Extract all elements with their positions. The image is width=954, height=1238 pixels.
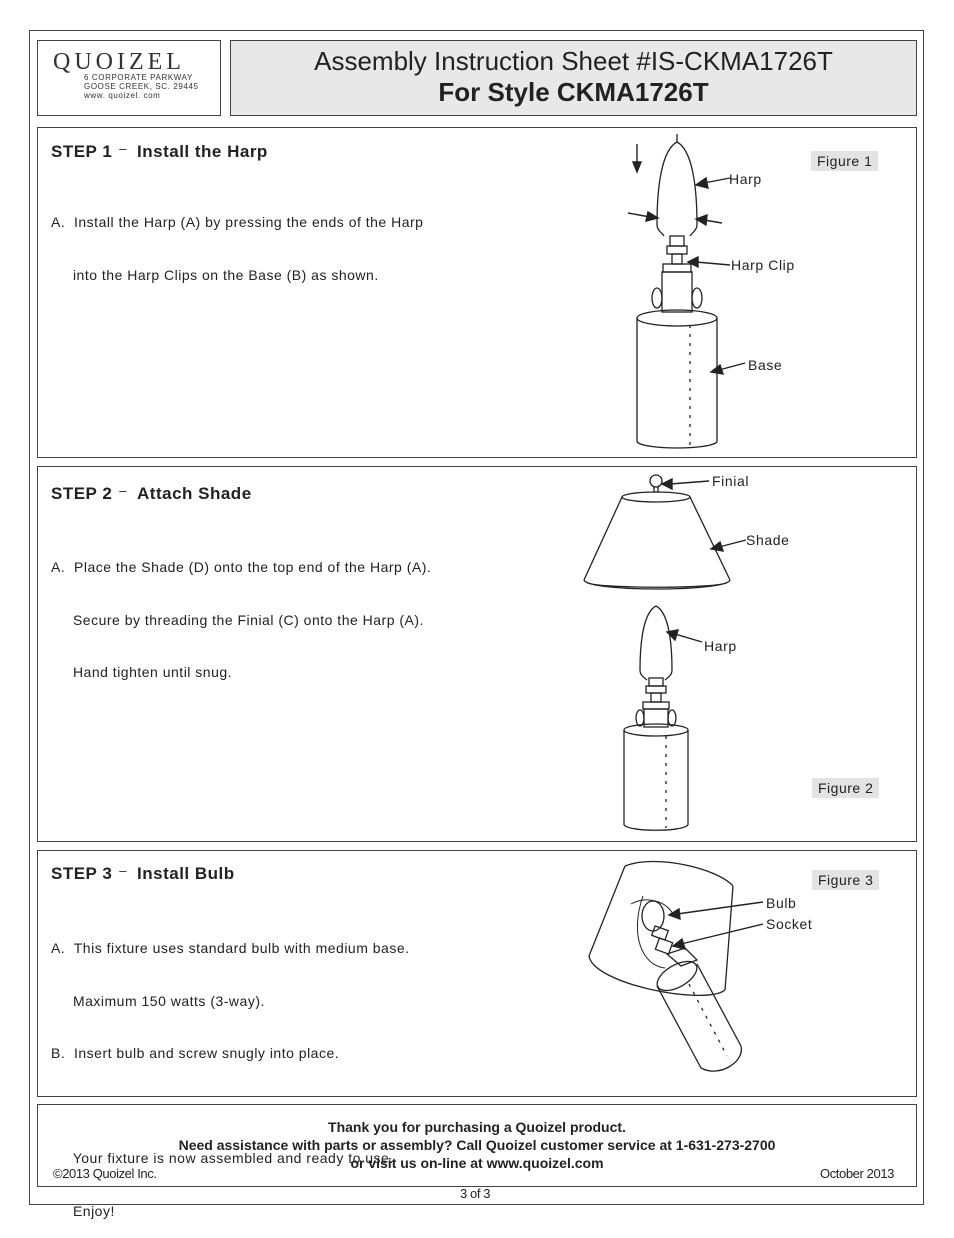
title-box bbox=[230, 40, 917, 116]
page-number: 3 of 3 bbox=[460, 1186, 491, 1201]
company-logo: QUOIZEL bbox=[53, 49, 185, 75]
instruction-line: Your fixture is now assembled and ready to use. bbox=[51, 1150, 394, 1166]
step2-title: Attach Shade bbox=[137, 484, 252, 503]
step1-instructions bbox=[51, 179, 423, 302]
copyright-symbol: © bbox=[53, 1166, 63, 1181]
figure3-illustration bbox=[585, 856, 815, 1096]
revision-date: October 2013 bbox=[820, 1166, 894, 1181]
document-subtitle: For Style CKMA1726T bbox=[438, 77, 709, 107]
document-title: Assembly Instruction Sheet #IS-CKMA1726T bbox=[314, 46, 833, 76]
figure1-illustration bbox=[600, 130, 820, 455]
step3-title: Install Bulb bbox=[137, 864, 235, 883]
figure1-tag: Figure 1 bbox=[811, 151, 878, 171]
step2-instructions bbox=[51, 524, 431, 699]
footer-website: or visit us on-line at www.quoizel.com bbox=[350, 1155, 604, 1171]
socket-callout: Socket bbox=[766, 916, 813, 932]
address-line: www. quoizel. com bbox=[84, 91, 161, 100]
instruction-line: Hand tighten until snug. bbox=[51, 664, 233, 680]
instruction-line: B. Insert bulb and screw snugly into place. bbox=[51, 1045, 340, 1061]
step2-label: STEP 2 bbox=[51, 484, 113, 503]
instruction-line: into the Harp Clips on the Base (B) as shown. bbox=[51, 266, 379, 283]
shade-callout: Shade bbox=[746, 532, 790, 548]
step1-title: Install the Harp bbox=[137, 142, 268, 161]
step3-heading bbox=[51, 864, 235, 884]
step2-heading bbox=[51, 484, 252, 504]
instruction-line: A. Install the Harp (A) by pressing the ends of the Harp bbox=[51, 214, 424, 230]
footer-message bbox=[37, 1118, 917, 1172]
step3-label: STEP 3 bbox=[51, 864, 113, 883]
step3-dash: – bbox=[119, 863, 128, 878]
figure2-illustration bbox=[578, 470, 778, 835]
instruction-line: A. Place the Shade (D) onto the top end of the Harp (A). bbox=[51, 559, 432, 575]
copyright bbox=[53, 1166, 157, 1181]
company-address bbox=[84, 73, 199, 100]
harp-callout-step2: Harp bbox=[704, 638, 737, 654]
step2-dash: – bbox=[119, 483, 128, 498]
step1-label: STEP 1 bbox=[51, 142, 113, 161]
harp-callout: Harp bbox=[729, 171, 762, 187]
instruction-line: Maximum 150 watts (3-way). bbox=[51, 992, 265, 1009]
copyright-text: 2013 Quoizel Inc. bbox=[62, 1166, 157, 1181]
bulb-callout: Bulb bbox=[766, 895, 797, 911]
figure2-tag: Figure 2 bbox=[812, 778, 879, 798]
footer-thanks: Thank you for purchasing a Quoizel product. bbox=[328, 1119, 626, 1135]
instruction-line: Secure by threading the Finial (C) onto the Harp (A). bbox=[51, 611, 424, 628]
base-callout: Base bbox=[748, 357, 783, 373]
instruction-line: Enjoy! bbox=[51, 1202, 115, 1219]
footer-support: Need assistance with parts or assembly? Call Quoizel customer service at 1-631-273-2700 bbox=[178, 1137, 776, 1153]
figure3-tag: Figure 3 bbox=[812, 870, 879, 890]
instruction-line: A. This fixture uses standard bulb with medium base. bbox=[51, 940, 410, 956]
step1-heading bbox=[51, 142, 268, 162]
address-line: 6 CORPORATE PARKWAY bbox=[84, 73, 193, 82]
step1-dash: – bbox=[119, 141, 128, 156]
finial-callout: Finial bbox=[712, 473, 750, 489]
step3-instructions bbox=[51, 905, 410, 1238]
address-line: GOOSE CREEK, SC. 29445 bbox=[84, 82, 199, 91]
harp-clip-callout: Harp Clip bbox=[731, 257, 795, 273]
